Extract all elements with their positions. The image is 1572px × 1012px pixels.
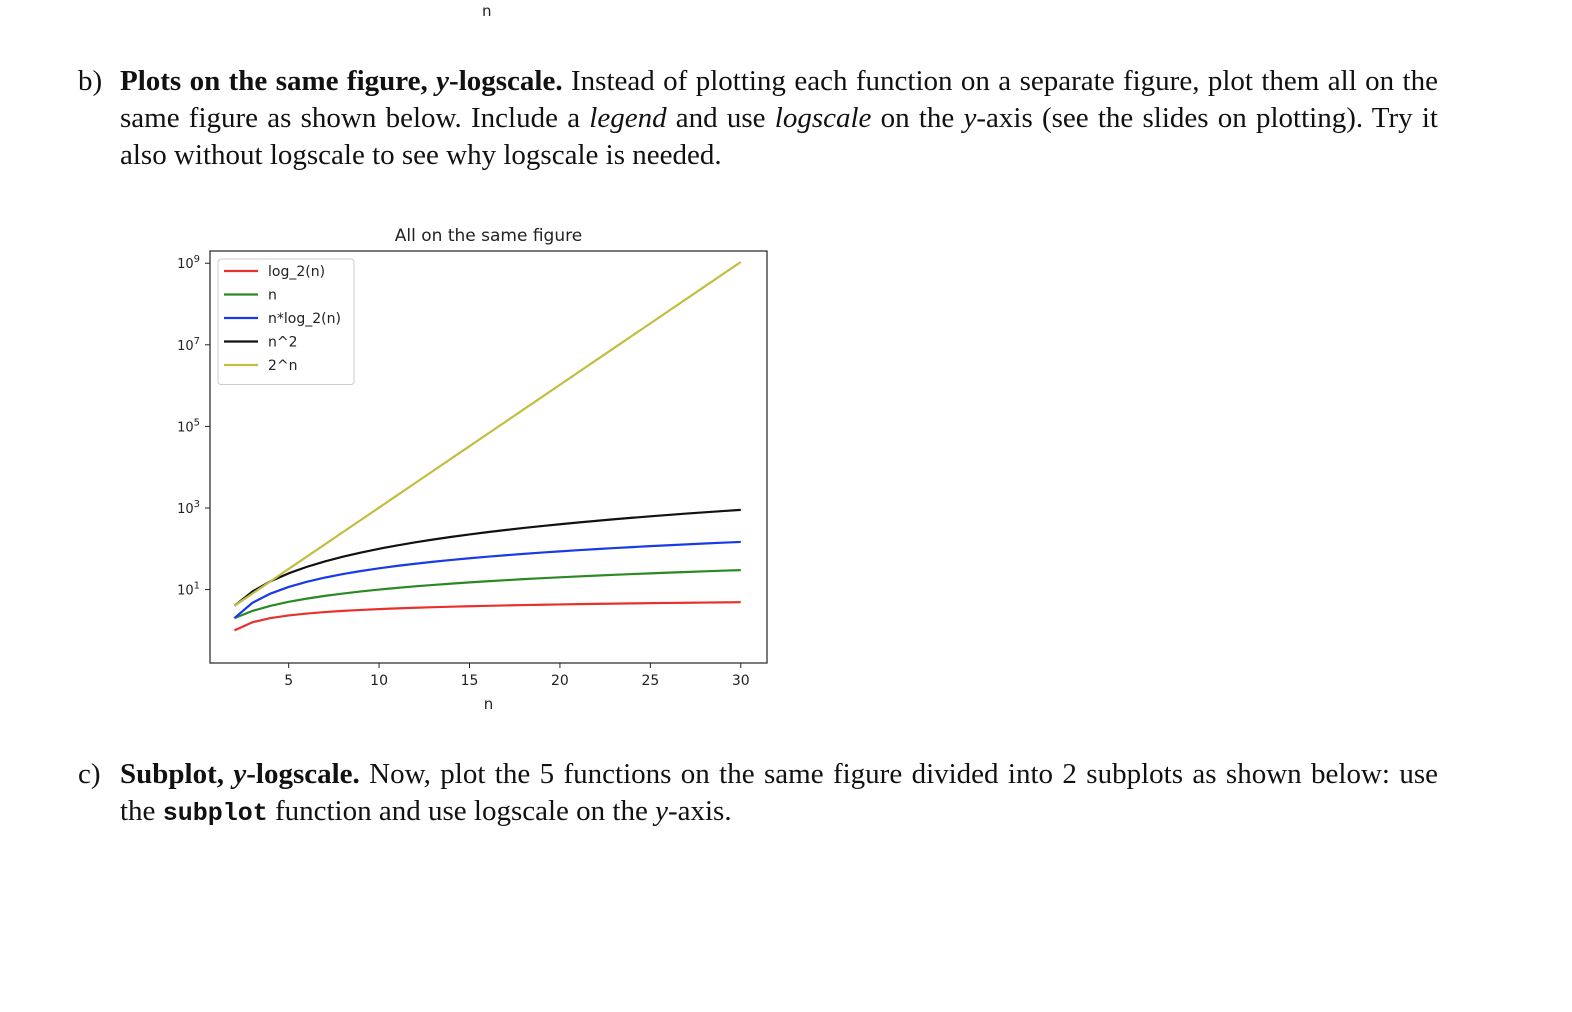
x-tick-label: 30 bbox=[731, 673, 750, 689]
subplot-code: subplot bbox=[162, 799, 268, 828]
x-tick-label: 5 bbox=[284, 673, 294, 689]
x-tick-label: 10 bbox=[370, 673, 389, 689]
section-b-text: Plots on the same figure, y-logscale. Instead of plotting each function on a separate figure, plot them all on the same figure as shown below. Include a legend and use logscale on the y-axis (see the slides on plotting). Try it also without logscale to see why logscale is needed. bbox=[120, 65, 1438, 171]
section-c-text: Subplot, y-logscale. Now, plot the 5 functions on the same figure divided into 2 subplots as shown below: use the subplot function and use logscale on the y-axis. bbox=[120, 758, 1438, 828]
section-b bbox=[78, 63, 1438, 174]
y-tick-label: $10^5$ bbox=[177, 417, 200, 436]
x-tick-label: 20 bbox=[551, 673, 569, 689]
top-axis-label: n bbox=[482, 2, 492, 20]
section-c bbox=[78, 756, 1438, 832]
chart-title: All on the same figure bbox=[394, 226, 583, 246]
chart-svg bbox=[150, 215, 790, 725]
legend-entry: log_2(n) bbox=[268, 264, 326, 280]
y-tick-label: $10^1$ bbox=[177, 580, 200, 599]
series-line-4 bbox=[234, 510, 740, 606]
logscale-emphasis: logscale bbox=[774, 102, 872, 134]
series-line-1 bbox=[234, 602, 740, 630]
y-tick-label: $10^3$ bbox=[177, 498, 200, 517]
section-c-marker: c) bbox=[78, 758, 101, 790]
y-tick-label: $10^7$ bbox=[177, 335, 200, 354]
y-tick-label: $10^9$ bbox=[177, 254, 200, 273]
legend-emphasis: legend bbox=[589, 102, 667, 134]
x-axis-label: n bbox=[483, 695, 494, 713]
legend-entry: n bbox=[268, 287, 277, 304]
section-c-heading: Subplot, y-logscale. bbox=[120, 758, 360, 790]
x-tick-label: 25 bbox=[641, 673, 660, 689]
legend-entry: n^2 bbox=[268, 334, 298, 351]
section-b-marker: b) bbox=[78, 65, 103, 97]
section-b-heading: Plots on the same figure, y-logscale. bbox=[120, 65, 563, 97]
legend-entry: n*log_2(n) bbox=[268, 311, 341, 327]
legend-entry: 2^n bbox=[268, 358, 298, 374]
series-line-2 bbox=[234, 570, 740, 618]
chart-figure bbox=[150, 215, 790, 725]
x-tick-label: 15 bbox=[460, 673, 479, 689]
